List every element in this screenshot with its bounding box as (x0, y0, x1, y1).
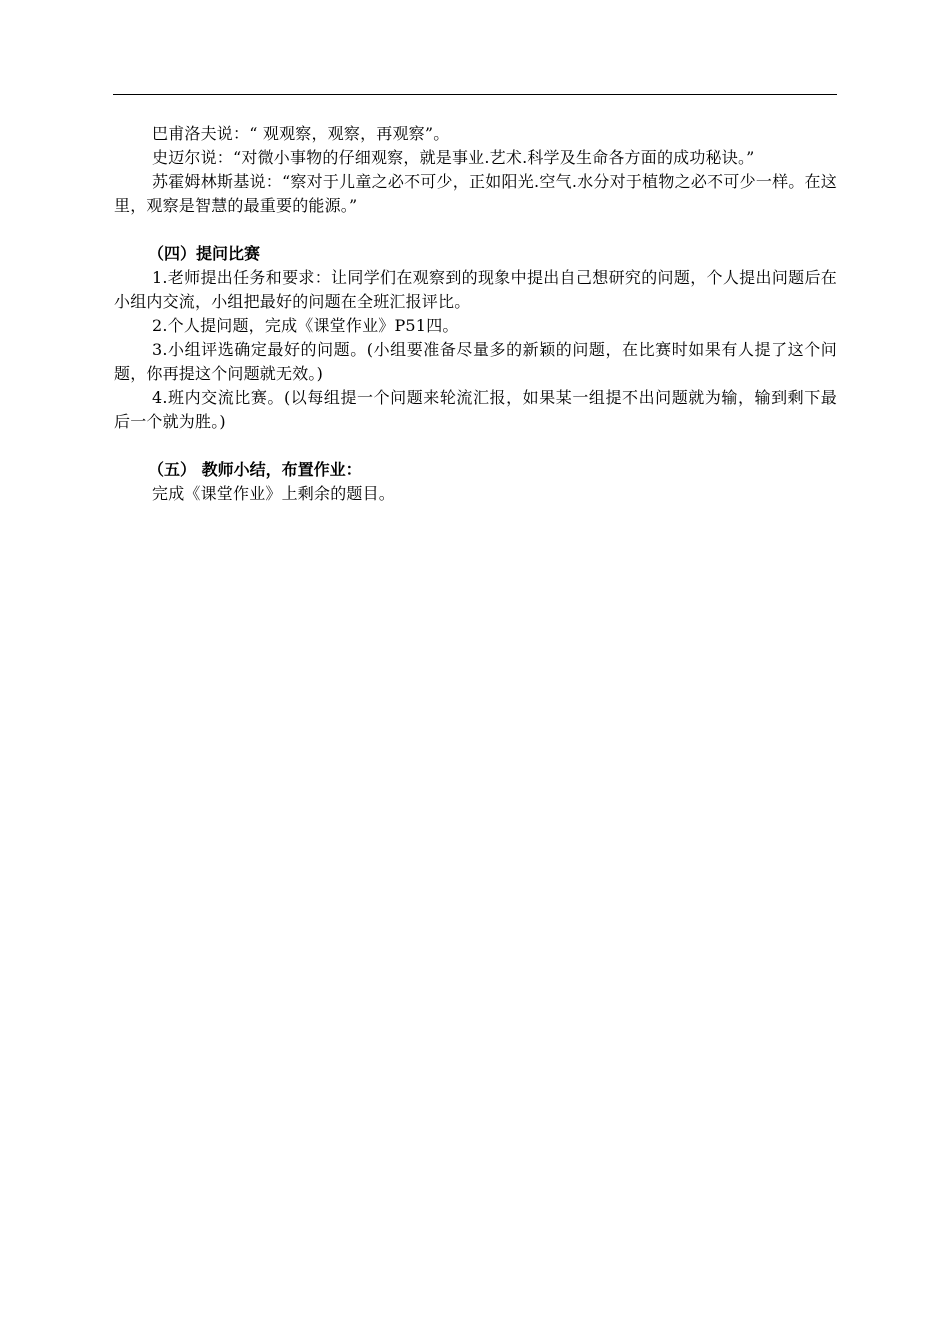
section-4-heading: （四）提问比赛 (148, 244, 261, 263)
section-5-item: 完成《课堂作业》上剩余的题目。 (152, 484, 396, 503)
section-4-item: 3.小组评选确定最好的问题。(小组要准备尽量多的新颖的问题，在比赛时如果有人提了这个问题，你再提这个问题就无效。) (114, 340, 837, 383)
header-rule (113, 94, 837, 95)
section-5-heading: （五） 教师小结，布置作业： (148, 460, 362, 479)
section-4-item: 2.个人提问题，完成《课堂作业》P51四。 (152, 316, 459, 335)
document-body (114, 122, 837, 506)
quote-pavlov: 巴甫洛夫说：“ 观观察，观察，再观察”。 (152, 124, 450, 143)
section-4-item: 1.老师提出任务和要求：让同学们在观察到的现象中提出自己想研究的问题，个人提出问题后在小组内交流，小组把最好的问题在全班汇报评比。 (114, 268, 837, 311)
quote-smiles: 史迈尔说：“对微小事物的仔细观察，就是事业.艺术.科学及生命各方面的成功秘诀。” (152, 148, 755, 167)
section-4-item: 4.班内交流比赛。(以每组提一个问题来轮流汇报，如果某一组提不出问题就为输，输到剩下最后一个就为胜。) (114, 388, 837, 431)
quote-sukhomlinsky: 苏霍姆林斯基说：“察对于儿童之必不可少，正如阳光.空气.水分对于植物之必不可少一样。在这里，观察是智慧的最重要的能源。” (114, 172, 837, 215)
